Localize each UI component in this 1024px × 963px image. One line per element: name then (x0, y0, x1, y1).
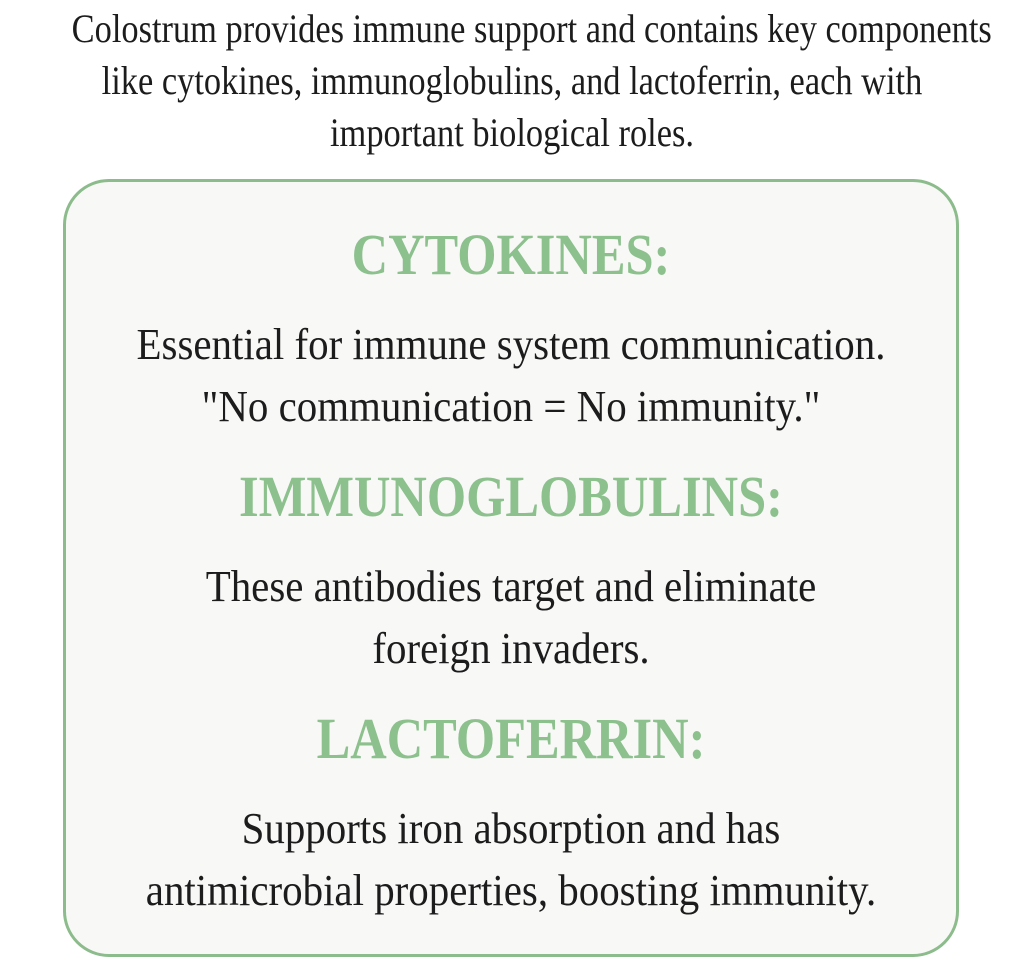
body-line: antimicrobial properties, boosting immunity. (145, 866, 877, 915)
section-cytokines (66, 224, 956, 438)
body-line: Supports iron absorption and has (241, 804, 781, 853)
intro-paragraph (0, 0, 1024, 159)
section-body-immunoglobulins (66, 556, 956, 680)
body-line: "No communication = No immunity." (201, 382, 821, 431)
info-card (63, 179, 959, 957)
section-body-lactoferrin (66, 798, 956, 922)
section-heading-immunoglobulins: IMMUNOGLOBULINS: (239, 464, 783, 529)
section-lactoferrin (66, 708, 956, 922)
section-immunoglobulins (66, 466, 956, 680)
section-heading-cytokines: CYTOKINES: (351, 222, 671, 287)
section-heading-lactoferrin: LACTOFERRIN: (316, 706, 706, 771)
body-line: foreign invaders. (372, 624, 650, 673)
intro-line: important biological roles. (330, 110, 694, 155)
section-body-cytokines (66, 314, 956, 438)
body-line: Essential for immune system communication. (136, 320, 886, 369)
intro-line: like cytokines, immunoglobulins, and lactoferrin, each with (101, 58, 923, 103)
intro-line: Colostrum provides immune support and contains key components (71, 6, 992, 51)
body-line: These antibodies target and eliminate (205, 562, 817, 611)
